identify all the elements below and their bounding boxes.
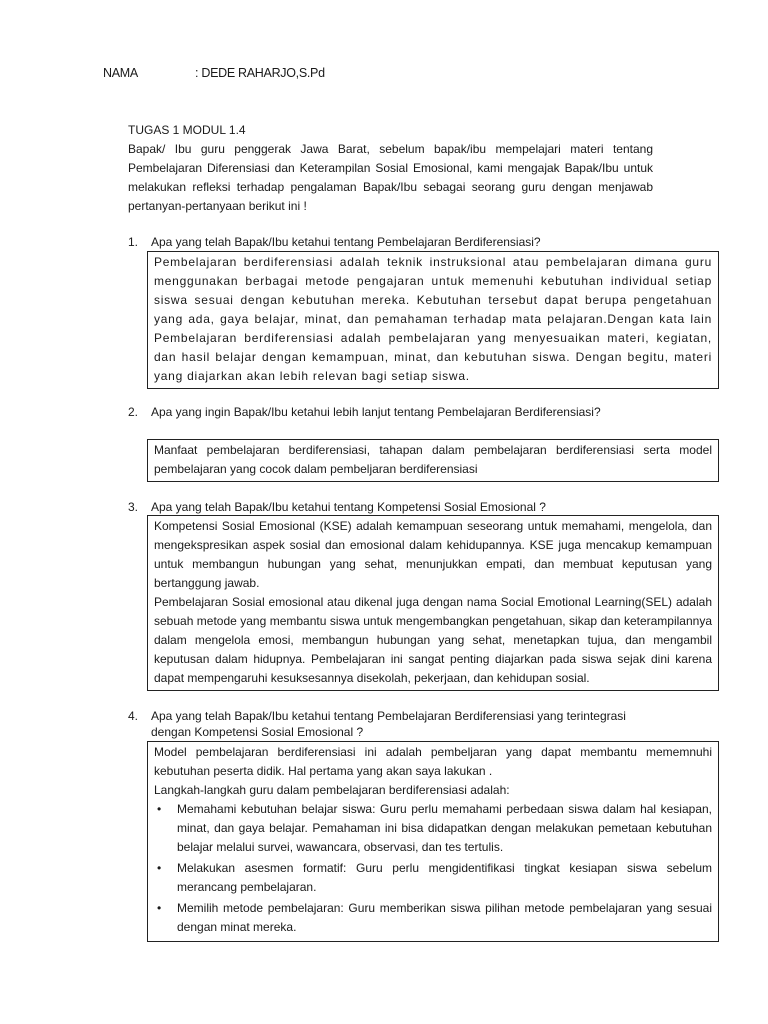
intro-paragraph: Bapak/ Ibu guru penggerak Jawa Barat, sebelum bapak/ibu mempelajari materi tentang Pembelajaran Diferensiasi dan Keterampilan Sosial Emosional, kami mengajak Bapak/Ibu untuk melakukan refleksi terhadap pengalaman Bapak/Ibu sebagai seorang guru dengan menjawab pertanyan-pertanyaan berikut ini ! (128, 142, 653, 213)
question-text: Apa yang ingin Bapak/Ibu ketahui lebih lanjut tentang Pembelajaran Berdiferensiasi? (151, 405, 601, 419)
bullet-icon: • (157, 861, 162, 875)
question-1 (128, 234, 688, 250)
answer-paragraph: Langkah-langkah guru dalam pembelajaran berdiferensiasi adalah: (154, 783, 510, 797)
question-text: Apa yang telah Bapak/Ibu ketahui tentang Pembelajaran Berdiferensiasi? (151, 235, 541, 249)
answer-box-2 (147, 439, 719, 482)
answer-paragraph: Pembelajaran berdiferensiasi adalah teknik instruksional atau pembelajaran dimana guru menggunakan berbagai metode pengajaran untuk memenuhi kebutuhan individual setiap siswa sesuai dengan kebutuhan mereka. Kebutuhan tersebut dapat berupa pengetahuan yang ada, gaya belajar, minat, dan pemahaman terhadap mata pelajaran.Dengan kata lain Pembelajaran berdiferensiasi adalah pembelajaran yang menyesuaikan materi, kegiatan, dan hasil belajar dengan kemampuan, minat, dan kebutuhan siswa. Dengan begitu, materi yang diajarkan akan lebih relevan bagi setiap siswa. (154, 255, 712, 383)
question-text: Apa yang telah Bapak/Ibu ketahui tentang Kompetensi Sosial Emosional ? (151, 500, 546, 514)
steps-list (154, 800, 712, 937)
list-item-text: Memilih metode pembelajaran: Guru memberikan siswa pilihan metode pembelajaran yang sesuai dengan minat mereka. (177, 901, 712, 934)
question-3 (128, 499, 688, 515)
question-number: 3. (128, 500, 139, 514)
question-text-continued: dengan Kompetensi Sosial Emosional ? (151, 725, 364, 739)
bullet-icon: • (157, 901, 162, 915)
answer-paragraph: Kompetensi Sosial Emosional (KSE) adalah kemampuan seseorang untuk memahami, mengelola, dan mengekspresikan aspek sosial dan emosional dalam kehidupannya. KSE juga mencakup kemampuan untuk membangun hubungan yang sehat, menunjukkan empati, dan membuat keputusan yang bertanggung jawab. (154, 519, 712, 590)
question-number: 4. (128, 709, 139, 723)
question-number: 2. (128, 405, 139, 419)
answer-box-3 (147, 515, 719, 691)
bullet-icon: • (157, 802, 162, 816)
name-value: : DEDE RAHARJO,S.Pd (195, 66, 325, 80)
list-item-text: Memahami kebutuhan belajar siswa: Guru perlu memahami perbedaan siswa dalam hal kesiapan, minat, dan gaya belajar. Pemahaman ini bisa didapatkan dengan melakukan pemetaan kebutuhan belajar melalui survei, wawancara, observasi, dan tes tertulis. (177, 802, 712, 854)
answer-paragraph: Manfaat pembelajaran berdiferensiasi, tahapan dalam pembelajaran berdiferensiasi serta model pembelajaran yang cocok dalam pembeljaran berdiferensiasi (154, 443, 712, 476)
intro-section (128, 121, 653, 216)
question-text: Apa yang telah Bapak/Ibu ketahui tentang Pembelajaran Berdiferensiasi yang terintegrasi (151, 709, 626, 723)
list-item (154, 859, 712, 897)
answer-paragraph: Model pembelajaran berdiferensiasi ini adalah pembeljaran yang dapat membantu mememnuhi kebutuhan peserta didik. Hal pertama yang akan saya lakukan . (154, 745, 712, 778)
name-line (103, 66, 325, 80)
assignment-title: TUGAS 1 MODUL 1.4 (128, 123, 246, 137)
list-item (154, 800, 712, 857)
answer-box-4 (147, 741, 719, 942)
question-number: 1. (128, 235, 139, 249)
list-item (154, 899, 712, 937)
answer-paragraph: Pembelajaran Sosial emosional atau dikenal juga dengan nama Social Emotional Learning(SEL) adalah sebuah metode yang membantu siswa untuk mengembangkan pengetahuan, sikap dan keterampilannya dalam mengelola emosi, membangun hubungan yang sehat, menetapkan tujua, dan mengambil keputusan dalam hidupnya. Pembelajaran ini sangat penting diajarkan pada siswa sejak dini karena dapat mempengaruhi kesuksesannya disekolah, pekerjaan, dan kehidupan sosial. (154, 595, 712, 685)
answer-box-1 (147, 251, 719, 389)
question-2 (128, 404, 688, 420)
list-item-text: Melakukan asesmen formatif: Guru perlu mengidentifikasi tingkat kesiapan siswa sebelum merancang pembelajaran. (177, 861, 712, 894)
question-4 (128, 708, 688, 740)
name-label: NAMA (103, 66, 138, 80)
